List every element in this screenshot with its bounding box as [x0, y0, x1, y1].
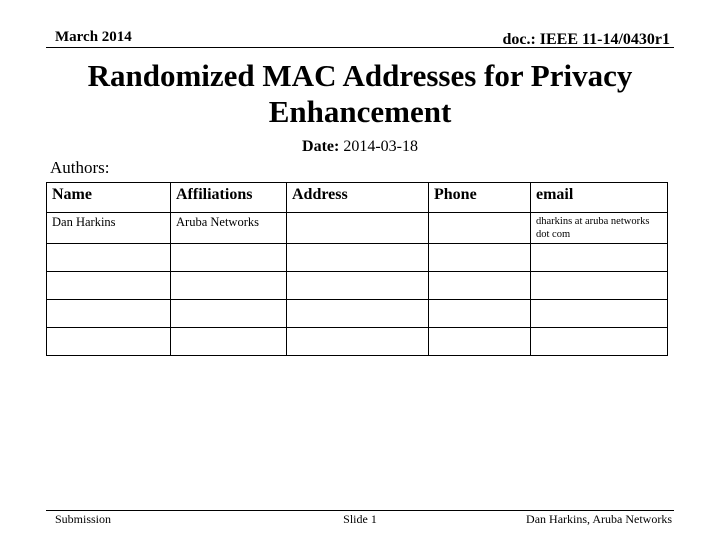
footer-slide-number: Slide 1: [343, 512, 377, 526]
cell-email: [531, 300, 668, 328]
cell-phone: [429, 272, 531, 300]
header-divider: [46, 47, 674, 48]
cell-affiliation: [171, 272, 287, 300]
cell-email: dharkins at aruba networks dot com: [531, 213, 668, 244]
cell-address: [287, 272, 429, 300]
authors-label: Authors:: [50, 158, 110, 177]
cell-email: [531, 272, 668, 300]
cell-phone: [429, 244, 531, 272]
authors-table: [46, 182, 668, 356]
footer-author: Dan Harkins, Aruba Networks: [526, 512, 672, 526]
footer-submission: Submission: [55, 512, 112, 526]
cell-name: [47, 300, 171, 328]
table-header-row: [47, 183, 668, 213]
cell-affiliation: [171, 300, 287, 328]
col-header-email: email: [531, 183, 668, 213]
cell-name: [47, 244, 171, 272]
date-value: 2014-03-18: [343, 138, 418, 155]
date-label: Date:: [302, 138, 340, 155]
table-row: [47, 328, 668, 356]
cell-email: [531, 244, 668, 272]
col-header-phone: Phone: [429, 183, 531, 213]
cell-phone: [429, 328, 531, 356]
cell-address: [287, 300, 429, 328]
table-row: [47, 300, 668, 328]
table-row: [47, 272, 668, 300]
col-header-address: Address: [287, 183, 429, 213]
cell-address: [287, 213, 429, 244]
slide-date: [0, 138, 720, 156]
header-date: March 2014: [55, 29, 132, 45]
cell-phone: [429, 300, 531, 328]
cell-name: Dan Harkins: [47, 213, 171, 244]
cell-address: [287, 328, 429, 356]
table-row: [47, 213, 668, 244]
cell-address: [287, 244, 429, 272]
cell-affiliation: [171, 244, 287, 272]
col-header-name: Name: [47, 183, 171, 213]
header-doc-id: doc.: IEEE 11-14/0430r1: [502, 31, 670, 48]
cell-name: [47, 328, 171, 356]
cell-name: [47, 272, 171, 300]
cell-affiliation: [171, 328, 287, 356]
cell-phone: [429, 213, 531, 244]
cell-affiliation: Aruba Networks: [171, 213, 287, 244]
table-row: [47, 244, 668, 272]
slide-title: Randomized MAC Addresses for Privacy Enhancement: [87, 58, 633, 129]
cell-email: [531, 328, 668, 356]
col-header-affiliations: Affiliations: [171, 183, 287, 213]
footer-divider: [46, 510, 674, 511]
